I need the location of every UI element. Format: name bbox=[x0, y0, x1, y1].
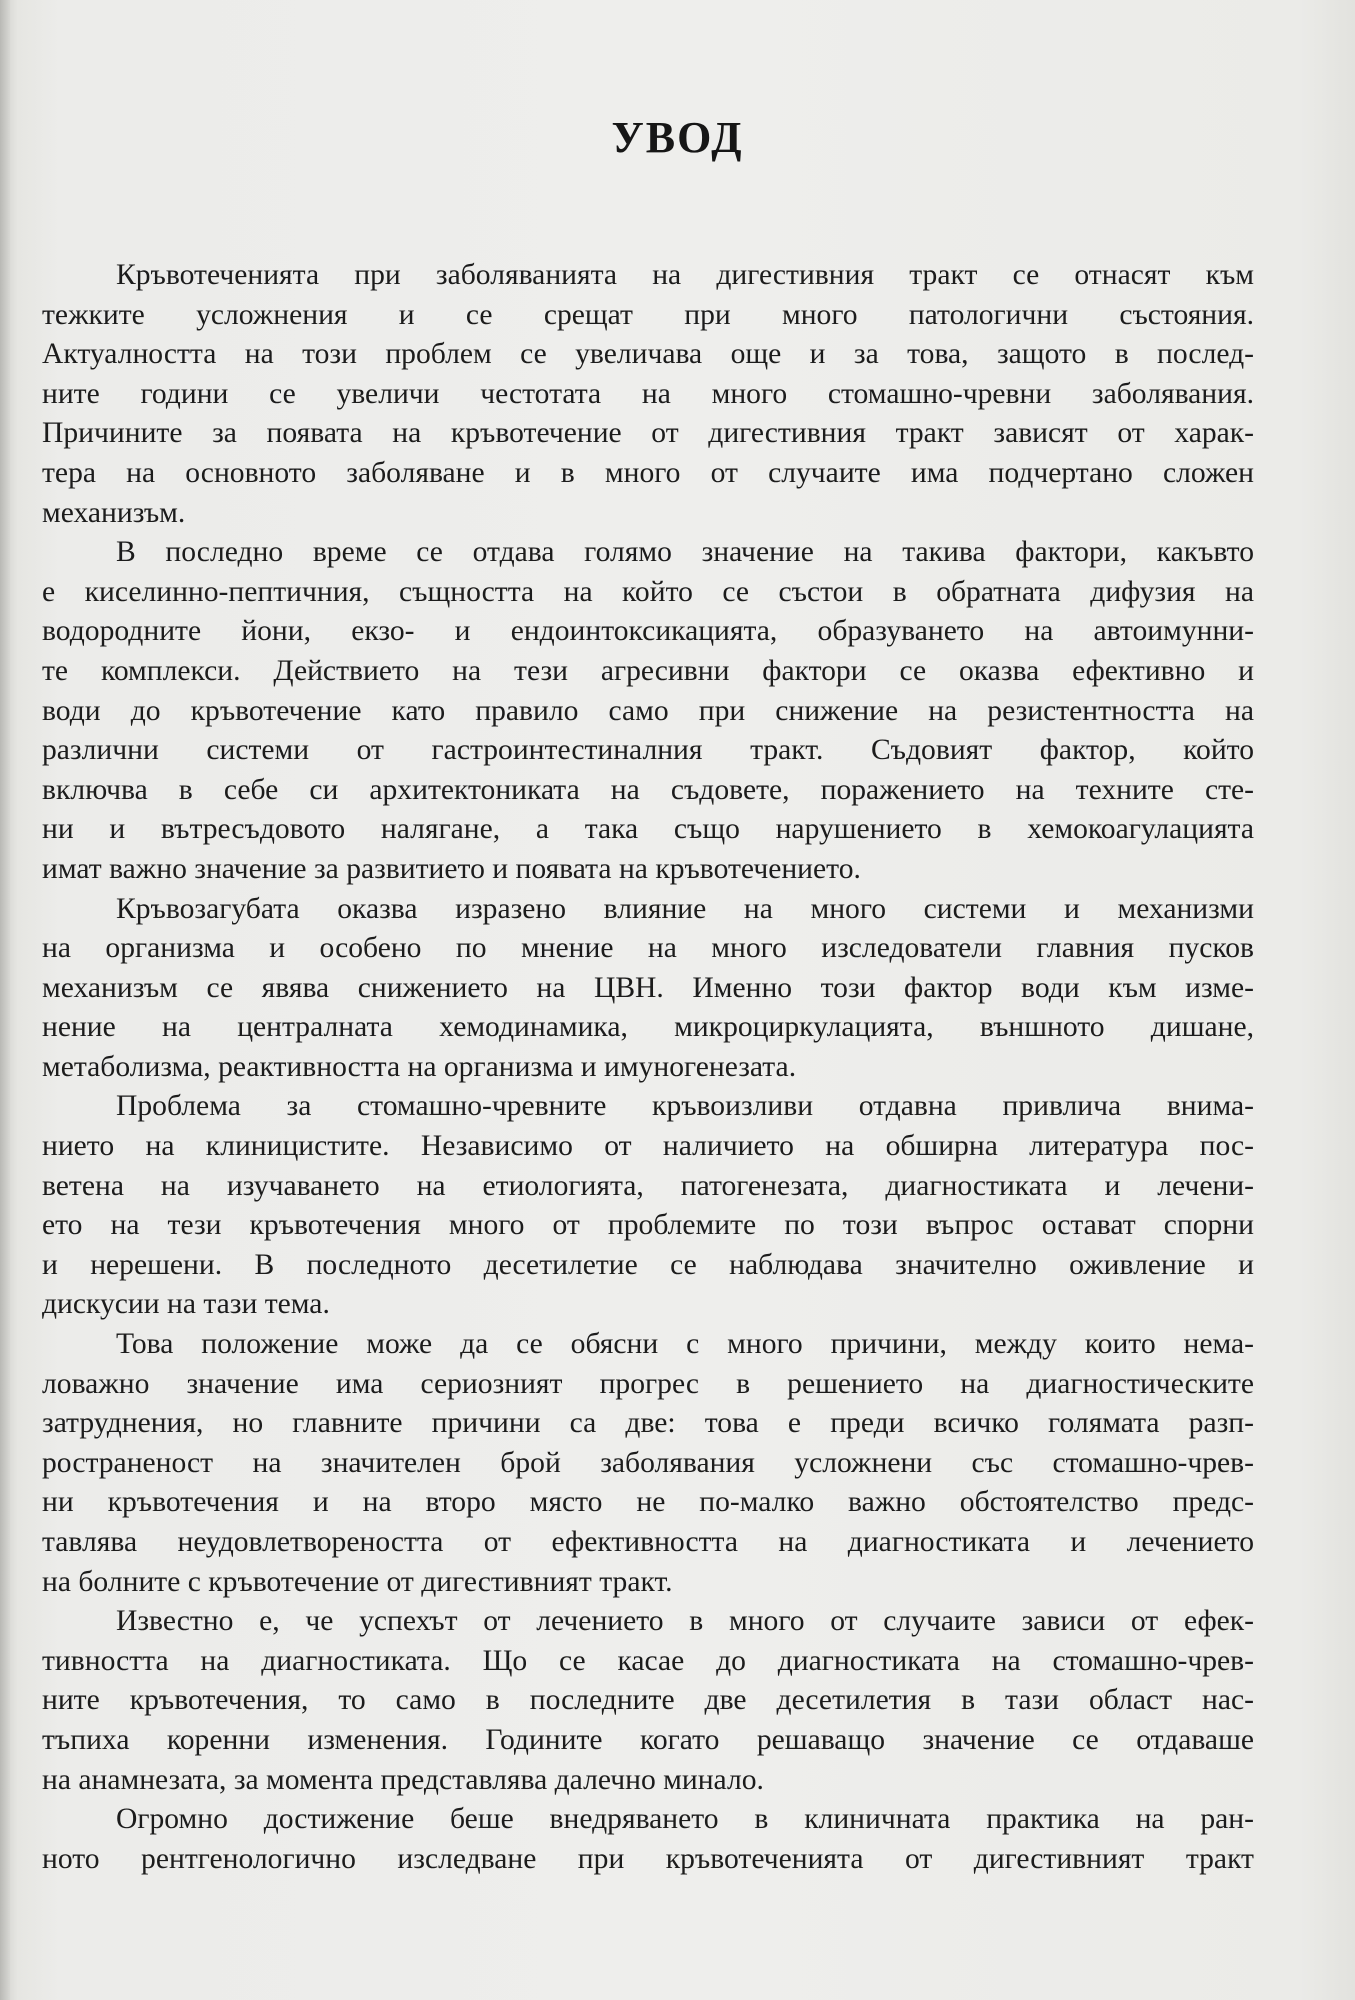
text-line: ето на тези кръвотечения много от проблемите по този въпрос остават спорни bbox=[42, 1209, 1254, 1242]
text-line: Кръвозагубата оказва изразено влияние на много системи и механизми bbox=[116, 892, 1254, 925]
text-line: механизъм. bbox=[42, 496, 186, 529]
paragraph bbox=[42, 256, 1254, 533]
page-binding-edge bbox=[0, 0, 10, 2000]
text-line: метаболизма, реактивността на организма и имуногенезата. bbox=[42, 1050, 797, 1083]
text-line: на организма и особено по мнение на много изследователи главния пусков bbox=[42, 932, 1254, 965]
text-line: те комплекси. Действието на тези агресивни фактори се оказва ефективно и bbox=[42, 654, 1254, 687]
text-line: дискусии на тази тема. bbox=[42, 1288, 330, 1321]
text-line: тъпиха коренни изменения. Годините когато решаващо значение се отдаваше bbox=[42, 1723, 1254, 1756]
text-line: Актуалността на този проблем се увеличава още и за това, защото в послед- bbox=[42, 338, 1254, 371]
text-line: на анамнезата, за момента представлява далечно минало. bbox=[42, 1763, 764, 1796]
text-line: е киселинно-пептичния, същността на който се състои в обратната дифузия на bbox=[42, 575, 1254, 608]
text-line: на болните с кръвотечение от дигестивният тракт. bbox=[42, 1565, 673, 1598]
text-line: води до кръвотечение като правило само при снижение на резистентността на bbox=[42, 694, 1254, 727]
paragraph bbox=[42, 1087, 1254, 1325]
text-line: нието на клиницистите. Независимо от наличието на обширна литература пос- bbox=[42, 1130, 1254, 1163]
text-line: различни системи от гастроинтестиналния тракт. Съдовият фактор, който bbox=[42, 734, 1254, 767]
text-line: затруднения, но главните причини са две: това е преди всичко голямата разп- bbox=[42, 1407, 1254, 1440]
text-line: Причините за появата на кръвотечение от дигестивния тракт зависят от харак- bbox=[42, 417, 1254, 450]
text-line: тера на основното заболяване и в много от случаите има подчертано сложен bbox=[42, 456, 1254, 489]
text-line: водородните йони, екзо- и ендоинтоксикацията, образуването на автоимунни- bbox=[42, 615, 1254, 648]
text-line: и нерешени. В последното десетилетие се наблюдава значително оживление и bbox=[42, 1248, 1254, 1281]
text-line: Известно е, че успехът от лечението в много от случаите зависи от ефек- bbox=[116, 1605, 1254, 1638]
text-line: включва в себе си архитектониката на съдовете, поражението на техните сте- bbox=[42, 773, 1254, 806]
text-line: Това положение може да се обясни с много причини, между които нема- bbox=[116, 1328, 1254, 1361]
text-line: ните кръвотечения, то само в последните две десетилетия в тази област нас- bbox=[42, 1684, 1254, 1717]
text-line: тежките усложнения и се срещат при много патологични състояния. bbox=[42, 298, 1254, 331]
text-line: тивността на диагностиката. Що се касае до диагностиката на стомашно-чрев- bbox=[42, 1644, 1254, 1677]
text-line: имат важно значение за развитието и появата на кръвотечението. bbox=[42, 852, 861, 885]
text-line: нение на централната хемодинамика, микроциркулацията, външното дишане, bbox=[42, 1011, 1254, 1044]
text-line: Огромно достижение беше внедряването в клиничната практика на ран- bbox=[116, 1803, 1254, 1836]
text-line: ното рентгенологично изследване при кръвотеченията от дигестивният тракт bbox=[42, 1842, 1254, 1875]
paragraph bbox=[42, 1325, 1254, 1602]
page-title: УВОД bbox=[611, 113, 744, 162]
text-line: тавлява неудовлетвореността от ефективността на диагностиката и лечението bbox=[42, 1526, 1254, 1558]
paragraph bbox=[42, 890, 1254, 1088]
text-line: ветена на изучаването на етиологията, патогенезата, диагностиката и лечени- bbox=[42, 1169, 1254, 1202]
body-text bbox=[42, 256, 1254, 1879]
text-line: ространеност на значителен брой заболявания усложнени със стомашно-чрев- bbox=[42, 1446, 1254, 1479]
text-line: Кръвотеченията при заболяванията на дигестивния тракт се отнасят към bbox=[116, 259, 1254, 291]
text-line: ловажно значение има сериозният прогрес в решението на диагностическите bbox=[42, 1367, 1254, 1400]
text-line: В последно време се отдава голямо значение на такива фактори, какъвто bbox=[116, 536, 1254, 569]
text-line: ни и вътресъдовото налягане, а така също нарушението в хемокоагулацията bbox=[42, 813, 1254, 846]
paragraph bbox=[42, 533, 1254, 889]
paragraph bbox=[42, 1602, 1254, 1800]
text-line: ни кръвотечения и на второ място не по-малко важно обстоятелство предс- bbox=[42, 1486, 1254, 1519]
text-line: механизъм се явява снижението на ЦВН. Именно този фактор води към изме- bbox=[42, 971, 1254, 1004]
text-line: ните години се увеличи честотата на много стомашно-чревни заболявания. bbox=[42, 377, 1254, 410]
paragraph bbox=[42, 1800, 1254, 1879]
text-line: Проблема за стомашно-чревните кръвоизливи отдавна привлича внима- bbox=[116, 1090, 1254, 1123]
